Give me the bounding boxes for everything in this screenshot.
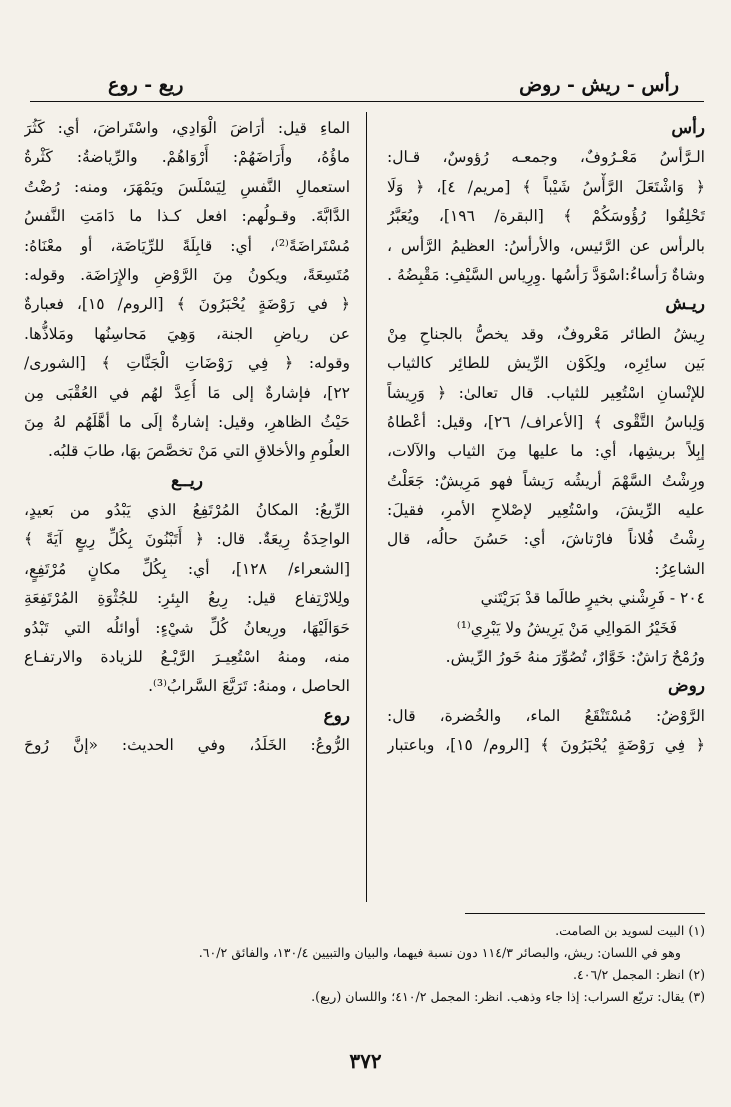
text-line: حَوَالَيْهَا، ورِيعانُ كُلِّ شيْءٍ: أوائلُه التي تَبْدُو xyxy=(24,618,350,637)
text-line: عن رياضِ الجنة، وَهِيَ مَحاسِنُها ومَلاذُّها. xyxy=(24,324,350,343)
right-column xyxy=(387,114,705,761)
text-line: رِيشُ الطائر مَعْروفٌ، وقد يخصُّ بالجناحِ مِنْ xyxy=(387,324,705,343)
text-line: ماؤُهُ، وأَرَاضَهُمْ: أَرْوَاهُمْ. والرِّياضةُ: كَثْرةُ xyxy=(24,148,350,167)
text-line: وشاةٌ رَأساءُ:اسْوَدَّ رَأسُها .وِرِياس السَّيْفِ: مَقْبِضُهُ . xyxy=(387,265,705,284)
entry-heading: ريـش xyxy=(665,294,705,315)
text-line: الـرَّأسُ مَعْـرُوفٌ، وجمعـه رُؤوسٌ، قـال: xyxy=(387,148,705,167)
text-line: الرُّوعُ: الخَلَدُ، وفي الحديث: «إنَّ رُوحَ xyxy=(24,736,350,755)
text-line: ولِلارْتِفاع قيل: رِيعُ البِئرِ: للجُثْوَةِ المُرْتَفِعَةِ xyxy=(24,589,350,608)
text-line: ورُمْحٌ رَاشٌ: خَوَّارٌ، تُصُوِّرَ منهُ خَورُ الرِّيش. xyxy=(445,648,705,667)
text-line: وقوله: ﴿ فِي رَوْضَاتِ الْجَنَّاتِ ﴾ [الشورى/ xyxy=(24,354,350,373)
text-line: العلُومِ والأخلاقِ التي مَنْ تخصَّصَ بهَا، طابَ قلبُه. xyxy=(48,442,350,461)
text-line: الحاصل ، ومنهُ: تَرَيَّعَ السَّرابُ⁽³⁾. xyxy=(148,677,350,696)
poetry-line: ٢٠٤ - فَرِشْني بخيرٍ طالَما قدْ بَرَيْتَني xyxy=(480,589,705,608)
text-line: ﴿ في رَوْضَةٍ يُحْبَرُونَ ﴾ [الروم/ ١٥]، فعبارةٌ xyxy=(24,295,350,314)
entry-heading: رأس xyxy=(671,118,705,138)
text-line: منه، ومنهُ اسْتُعِيـرَ الرَّيْـعُ للزيادة والارتفـاع xyxy=(24,648,350,667)
text-line: الماءِ قيل: أرَاضَ الْوَادِي، واسْتَراضَ، أي: كَثُرَ xyxy=(24,119,350,137)
footnote-1-continued: وهو في اللسان: ريش، والبصائر ١١٤/٣ دون نسبة فيهما، والبيان والتبيين ١٣٠/٤، والفائق ٦٠/٢. xyxy=(198,945,681,960)
text-line: [الشعراء/ ١٢٨]، أي: بِكُلِّ مكانٍ مُرْتَفِعٍ، xyxy=(24,559,350,578)
text-line: ﴿ فِي رَوْضَةٍ يُحْبَرُونَ ﴾ [الروم/ ١٥]، وباعتبار xyxy=(387,736,705,755)
column-divider xyxy=(366,112,367,902)
footnote-3: (٣) يقال: تريّع السراب: إذا جاء وذهب. انظر: المجمل ٤١٠/٢؛ واللسان (ريع). xyxy=(311,989,705,1004)
text-line: إبِلاً بريشِها، أي: ما عليها مِنَ الثياب والآلات، xyxy=(387,442,705,461)
entry-heading: ريــع xyxy=(171,470,203,491)
page-number: ٣٧٢ xyxy=(349,1049,382,1073)
footnote-2: (٢) انظر: المجمل ٤٠٦/٢. xyxy=(572,967,705,982)
text-line: ٢٢]، فإشارةٌ إلى مَا أُعِدَّ لهُم في العُقْبَى مِن xyxy=(24,383,350,402)
text-line: للإنْسانِ اسْتُعِير للثياب. قال تعالىٰ: ﴿ وَرِيشاً xyxy=(387,383,705,402)
text-line: مُتَسِعَةً، ويكونُ مِنَ الرَّوْضِ والإِرَاضَة. وقوله: xyxy=(24,265,350,284)
text-line: الرِّيعُ: المكانُ المُرْتَفِعُ الذي يَبْدُو من بَعيدٍ، xyxy=(24,501,350,520)
entry-heading: روع xyxy=(323,705,350,726)
text-line: حَيْثُ الظاهرِ، وقيل: إشارةٌ إلَى ما أهَّلَهُم لهُ مِنَ xyxy=(24,412,350,431)
text-line: ﴿ وَاشْتَعَلَ الرَّأْسُ شَيْباً ﴾ [مريم/ ٤]، ﴿ وَلَا xyxy=(387,177,705,196)
header-rule xyxy=(30,101,704,102)
left-column xyxy=(24,114,350,761)
text-line: الواحِدَةُ رِيعَةٌ. قال: ﴿ أَتَبْنُونَ بِكُلِّ رِيعٍ آيَةً ﴾ xyxy=(24,530,350,549)
entry-heading: روض xyxy=(668,676,705,697)
text-line: مُسْتَراضَةً⁽²⁾، أي: قابِلَةً للرِّيَاضَة، أو معْنَاهُ: xyxy=(24,236,350,255)
text-line: ورِشْتُ السَّهْمَ أريشُه رَيشاً فهو مَرِيشٌ: جَعَلْتُ xyxy=(387,471,705,490)
footnote-rule xyxy=(465,913,705,914)
text-line: الشاعِرُ: xyxy=(654,559,705,578)
text-line: رِشْتُ فُلاناً فارْتاشَ، أي: حَسُنَ حالُه، قال xyxy=(387,530,705,549)
running-header-right: رأس - ريش - روض xyxy=(519,74,679,96)
running-header-left: ريع - روع xyxy=(108,74,184,96)
text-line: بالرأس عن الرَّئيس، والأرأسُ: العظيمُ الرَّأس ، xyxy=(387,236,705,255)
text-line: بَين سائِرِه، ولِكَوْن الرِّيش للطائِر كالثياب xyxy=(387,354,705,373)
text-line: تَحْلِقُوا رُؤُوسَكُمْ ﴾ [البقرة/ ١٩٦]، ويُعَبَّرُ xyxy=(387,207,705,226)
poetry-line: فَخَيْرُ المَوالِي مَنْ يَرِيشُ ولا يَبْرِي⁽¹⁾ xyxy=(456,618,677,637)
text-line: الدَّابَّةَ. وقـولُهم: افعل كـذا ما دَامَتِ النَّفسُ xyxy=(24,207,350,226)
text-line: استعمالِ النَّفسِ لِيَسْلَسَ ويَمْهَرَ، ومنه: رُضْتُ xyxy=(24,177,350,196)
text-line: الرَّوْضُ: مُسْتَنْقَعُ الماء، والخُضرة، قال: xyxy=(387,706,705,725)
text-line: عليه الرِّيشَ، واسْتُعِير لإصْلاحِ الأمرِ، فقيلَ: xyxy=(387,501,705,520)
footnotes xyxy=(25,920,705,1008)
text-line: وَلِباسُ التَّقْوى ﴾ [الأعراف/ ٢٦]، وقيل: أعْطاهُ xyxy=(387,412,705,431)
footnote-1: (١) البيت لسويد بن الصامت. xyxy=(555,923,705,938)
